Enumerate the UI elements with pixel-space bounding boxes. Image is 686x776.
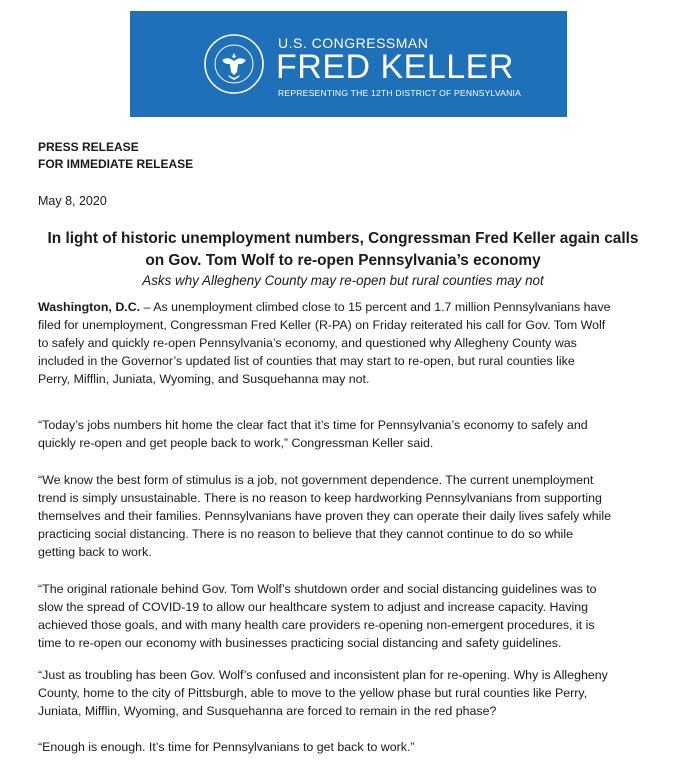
paragraph-line: [38, 298, 660, 316]
paragraph-line: “Just as troubling has been Gov. Wolf’s confused and inconsistent plan for re-opening. Why is Allegheny: [38, 668, 608, 682]
paragraph-line: included in the Governor’s updated list of counties that may start to re-open, but rural counties like: [38, 354, 575, 368]
paragraph-quote-troubling: [38, 666, 660, 720]
paragraph-line: “Enough is enough. It’s time for Pennsylvanians to get back to work.”: [38, 740, 415, 754]
headline-line: on Gov. Tom Wolf to re-open Pennsylvania’s economy: [145, 252, 541, 269]
headline-line: In light of historic unemployment numbers, Congressman Fred Keller again calls: [47, 230, 639, 247]
banner-congressman-name: FRED KELLER: [276, 48, 514, 86]
paragraph-intro: [38, 298, 660, 388]
house-seal-icon: [203, 33, 265, 95]
paragraph-quote-jobs: [38, 416, 660, 452]
paragraph-line: County, home to the city of Pittsburgh, able to move to the yellow phase but rural counties like Perry,: [38, 686, 588, 700]
paragraph-line: Juniata, Mifflin, Wyoming, and Susquehanna are forced to remain in the red phase?: [38, 704, 497, 718]
paragraph-line: filed for unemployment, Congressman Fred Keller (R-PA) on Friday reiterated his call for Gov. Tom Wolf: [38, 318, 606, 332]
paragraph-quote-stimulus: [38, 471, 660, 561]
dateline: Washington, D.C.: [38, 300, 141, 314]
paragraph-line: practicing social distancing. There is no reason to believe that they cannot continue to do so while: [38, 527, 573, 541]
congressman-banner: [130, 11, 567, 117]
paragraph-line: “Today’s jobs numbers hit home the clear fact that it’s time for Pennsylvania’s economy to safely and: [38, 418, 588, 432]
paragraph-line: themselves and their families. Pennsylvanians have proven they can operate their daily lives safely while: [38, 509, 612, 523]
paragraph-line: “The original rationale behind Gov. Tom Wolf’s shutdown order and social distancing guidelines was to: [38, 582, 597, 596]
press-release-label: PRESS RELEASE: [38, 140, 139, 154]
paragraph-line: getting back to work.: [38, 545, 152, 559]
paragraph-line: Perry, Mifflin, Juniata, Wyoming, and Susquehanna may not.: [38, 372, 370, 386]
subheadline: Asks why Allegheny County may re-open but rural counties may not: [142, 273, 544, 288]
banner-district: REPRESENTING THE 12TH DISTRICT OF PENNSYLVANIA: [278, 88, 522, 98]
paragraph-line: time to re-open our economy with businesses practicing social distancing and safety guidelines.: [38, 636, 562, 650]
paragraph-quote-closing: [38, 738, 660, 756]
banner-title: U.S. CONGRESSMAN: [278, 35, 429, 51]
paragraph-line: to safely and quickly re-open Pennsylvania’s economy, and questioned why Allegheny County was: [38, 336, 577, 350]
release-labels: [38, 139, 193, 173]
immediate-release-label: FOR IMMEDIATE RELEASE: [38, 157, 194, 171]
release-date: May 8, 2020: [38, 194, 107, 208]
paragraph-line: trend is simply unsustainable. There is no reason to keep hardworking Pennsylvanians from supporting: [38, 491, 602, 505]
paragraph-quote-rationale: [38, 580, 660, 652]
paragraph-line-text: – As unemployment climbed close to 15 percent and 1.7 million Pennsylvanians have: [140, 300, 611, 314]
paragraph-line: “We know the best form of stimulus is a job, not government dependence. The current unemployment: [38, 473, 594, 487]
paragraph-line: slow the spread of COVID-19 to allow our healthcare system to adjust and increase capacity. Having: [38, 600, 589, 614]
headline: [10, 228, 676, 272]
paragraph-line: quickly re-open and get people back to work,” Congressman Keller said.: [38, 436, 434, 450]
paragraph-line: achieved those goals, and with many health care providers re-opening non-emergent procedures, it is: [38, 618, 595, 632]
